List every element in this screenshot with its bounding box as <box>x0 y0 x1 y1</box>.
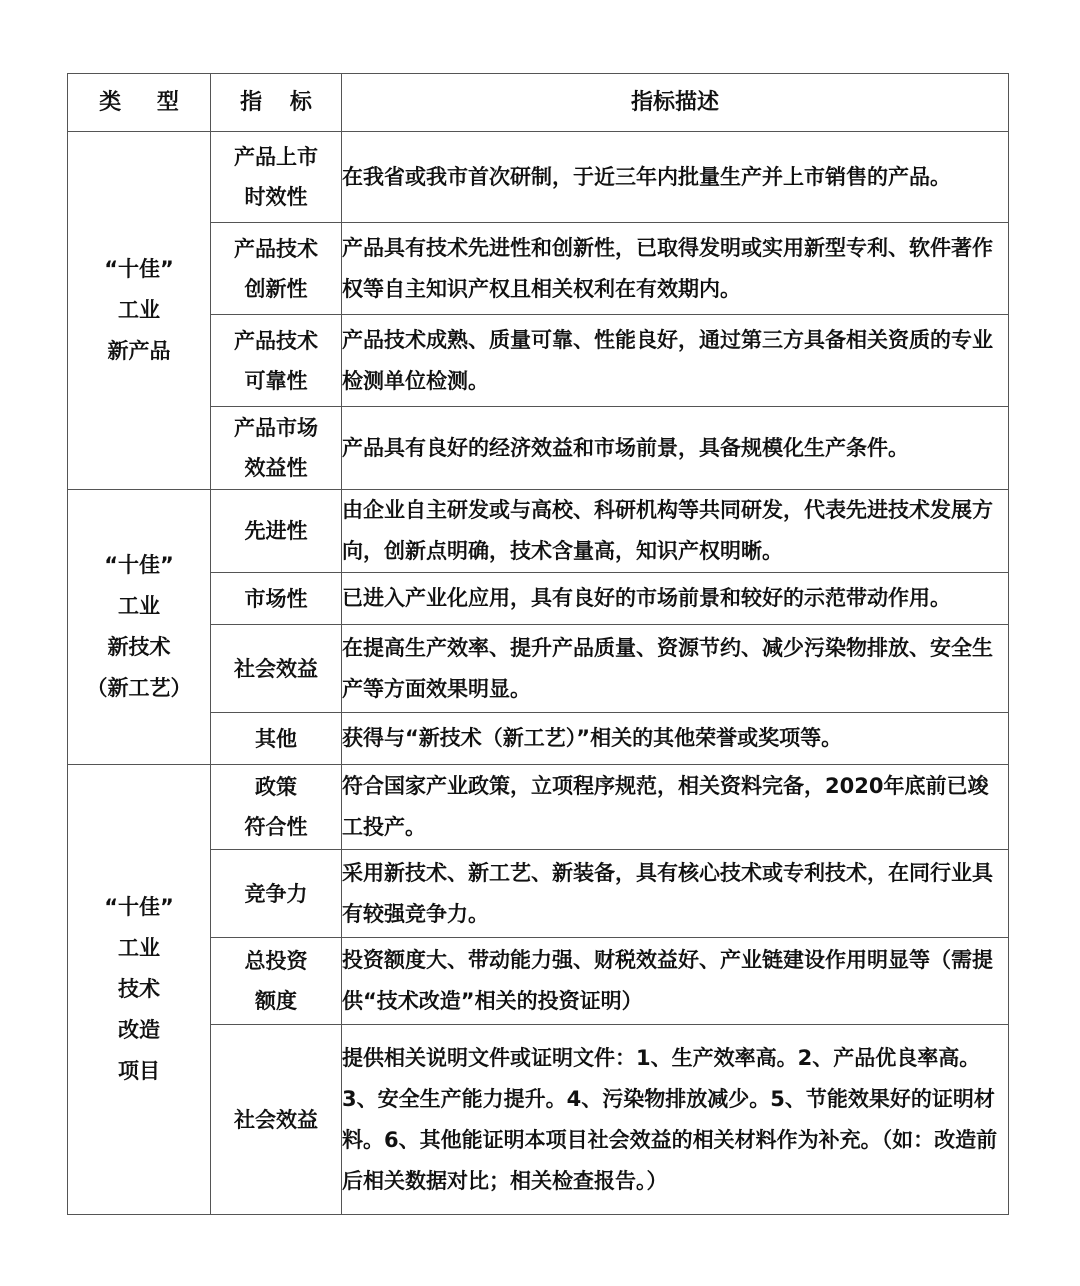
indicator-line: 其他 <box>255 726 297 751</box>
type-line: 技术 <box>118 977 160 1001</box>
type-line: 新技术 <box>107 635 171 659</box>
indicator-cell <box>211 765 342 850</box>
indicator-line: 创新性 <box>244 276 308 301</box>
description-cell: 提供相关说明文件或证明文件：1、生产效率高。2、产品优良率高。3、安全生产能力提升。4、污染物排放减少。5、节能效果好的证明材料。6、其他能证明本项目社会效益的相关材料作为补充。（如：改造前后相关数据对比；相关检查报告。） <box>342 1025 1009 1215</box>
indicator-cell <box>211 132 342 223</box>
type-line: 新产品 <box>107 339 171 363</box>
description-cell: 符合国家产业政策，立项程序规范，相关资料完备，2020年底前已竣工投产。 <box>342 765 1009 850</box>
indicator-line: 产品技术 <box>234 236 318 261</box>
criteria-table <box>67 73 1009 1215</box>
description-cell: 产品具有良好的经济效益和市场前景，具备规模化生产条件。 <box>342 407 1009 490</box>
indicator-line: 效益性 <box>244 456 308 480</box>
description-cell: 采用新技术、新工艺、新装备，具有核心技术或专利技术，在同行业具有较强竞争力。 <box>342 850 1009 938</box>
type-line: 工业 <box>118 594 160 618</box>
header-indicator: 指 标 <box>211 74 342 132</box>
indicator-cell <box>211 1025 342 1215</box>
indicator-cell <box>211 407 342 490</box>
indicator-cell <box>211 573 342 625</box>
description-cell: 在我省或我市首次研制，于近三年内批量生产并上市销售的产品。 <box>342 132 1009 223</box>
indicator-line: 先进性 <box>244 519 308 543</box>
header-type: 类 型 <box>68 74 211 132</box>
indicator-line: 市场性 <box>244 586 308 611</box>
table-row <box>68 490 1009 573</box>
indicator-line: 符合性 <box>244 815 308 839</box>
indicator-line: 产品市场 <box>234 416 318 440</box>
type-line: “十佳” <box>104 553 174 577</box>
description-cell: 获得与“新技术（新工艺）”相关的其他荣誉或奖项等。 <box>342 713 1009 765</box>
indicator-cell <box>211 625 342 713</box>
indicator-cell <box>211 223 342 315</box>
type-cell <box>68 765 211 1215</box>
type-cell <box>68 132 211 490</box>
indicator-cell <box>211 315 342 407</box>
indicator-line: 额度 <box>255 989 297 1013</box>
type-line: 改造 <box>118 1018 160 1042</box>
table-body <box>68 132 1009 1215</box>
indicator-line: 可靠性 <box>244 368 308 393</box>
indicator-line: 产品技术 <box>234 328 318 353</box>
indicator-line: 竞争力 <box>244 881 308 906</box>
header-description: 指标描述 <box>342 74 1009 132</box>
type-line: 项目 <box>118 1059 160 1083</box>
type-line: “十佳” <box>104 895 174 919</box>
description-cell: 投资额度大、带动能力强、财税效益好、产业链建设作用明显等（需提供“技术改造”相关的投资证明） <box>342 938 1009 1025</box>
indicator-cell <box>211 490 342 573</box>
header-row <box>68 74 1009 132</box>
indicator-line: 时效性 <box>244 185 308 209</box>
indicator-cell <box>211 850 342 938</box>
type-line: 工业 <box>118 936 160 960</box>
type-line: （新工艺） <box>86 676 192 700</box>
indicator-cell <box>211 713 342 765</box>
indicator-line: 总投资 <box>244 949 308 973</box>
description-cell: 由企业自主研发或与高校、科研机构等共同研发，代表先进技术发展方向，创新点明确，技术含量高，知识产权明晰。 <box>342 490 1009 573</box>
description-cell: 在提高生产效率、提升产品质量、资源节约、减少污染物排放、安全生产等方面效果明显。 <box>342 625 1009 713</box>
indicator-line: 产品上市 <box>234 145 318 169</box>
type-cell <box>68 490 211 765</box>
indicator-line: 社会效益 <box>234 656 318 681</box>
table-row <box>68 765 1009 850</box>
type-line: 工业 <box>118 298 160 322</box>
description-cell: 已进入产业化应用，具有良好的市场前景和较好的示范带动作用。 <box>342 573 1009 625</box>
table-row <box>68 132 1009 223</box>
indicator-cell <box>211 938 342 1025</box>
indicator-line: 政策 <box>255 775 297 799</box>
indicator-line: 社会效益 <box>234 1107 318 1132</box>
type-line: “十佳” <box>104 257 174 281</box>
description-cell: 产品具有技术先进性和创新性，已取得发明或实用新型专利、软件著作权等自主知识产权且相关权利在有效期内。 <box>342 223 1009 315</box>
description-cell: 产品技术成熟、质量可靠、性能良好，通过第三方具备相关资质的专业检测单位检测。 <box>342 315 1009 407</box>
